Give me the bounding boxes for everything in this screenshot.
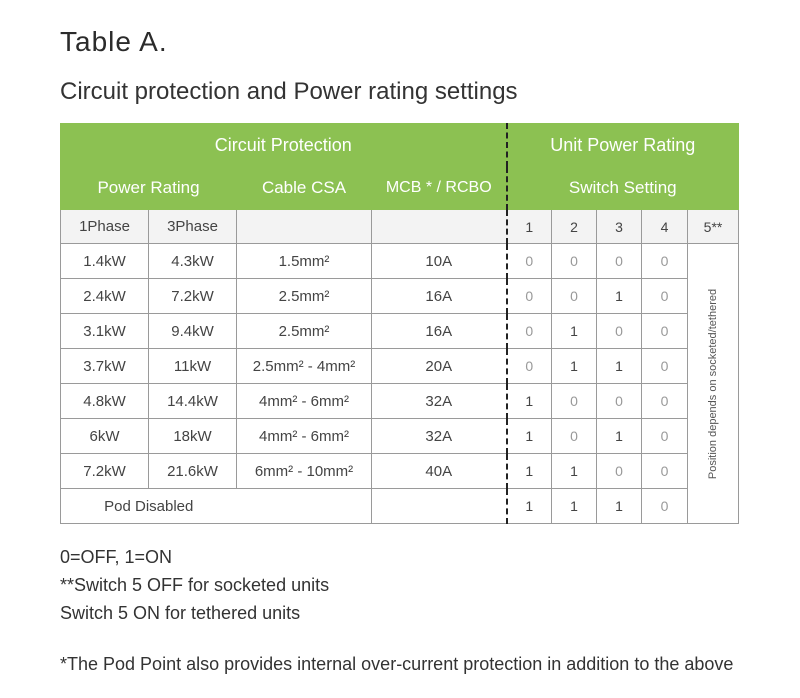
table-row <box>61 384 739 419</box>
cell-mcb: 40A <box>372 454 507 489</box>
subheader-switch-3: 3 <box>597 210 642 244</box>
cell-3phase: 7.2kW <box>149 279 237 314</box>
cell-3phase: 9.4kW <box>149 314 237 349</box>
cell-1phase: 3.1kW <box>61 314 149 349</box>
cell-switch-1: 1 <box>507 489 552 524</box>
cell-1phase: 1.4kW <box>61 244 149 279</box>
cell-cable: 4mm² - 6mm² <box>237 419 372 454</box>
header-unit-power-rating: Unit Power Rating <box>507 124 739 167</box>
cell-switch-1: 0 <box>507 279 552 314</box>
table-subtitle: Circuit protection and Power rating settings <box>60 78 518 105</box>
legend-notes <box>60 543 329 627</box>
cell-switch-3: 1 <box>597 279 642 314</box>
cell-1phase: 2.4kW <box>61 279 149 314</box>
settings-table <box>60 123 739 524</box>
cell-switch-2: 0 <box>552 279 597 314</box>
cell-switch-3: 1 <box>597 489 642 524</box>
cell-switch-2: 0 <box>552 244 597 279</box>
cell-mcb: 20A <box>372 349 507 384</box>
table-row <box>61 279 739 314</box>
table-row <box>61 419 739 454</box>
subheader-blank-cable <box>237 210 372 244</box>
cell-cable: 4mm² - 6mm² <box>237 384 372 419</box>
subheader-1phase: 1Phase <box>61 210 149 244</box>
table-row-pod-disabled <box>61 489 739 524</box>
table-row <box>61 454 739 489</box>
cell-switch-3: 0 <box>597 384 642 419</box>
cell-switch-4: 0 <box>642 384 688 419</box>
cell-blank-mcb <box>372 489 507 524</box>
cell-cable: 2.5mm² - 4mm² <box>237 349 372 384</box>
table-row <box>61 314 739 349</box>
subheader-row <box>61 210 739 244</box>
cell-1phase: 4.8kW <box>61 384 149 419</box>
cell-switch-1: 1 <box>507 384 552 419</box>
cell-switch-2: 1 <box>552 454 597 489</box>
cell-switch-1: 1 <box>507 419 552 454</box>
note-line: Switch 5 ON for tethered units <box>60 603 301 623</box>
cell-mcb: 16A <box>372 314 507 349</box>
cell-cable: 1.5mm² <box>237 244 372 279</box>
cell-3phase: 21.6kW <box>149 454 237 489</box>
note-line: 0=OFF, 1=ON <box>60 547 173 567</box>
cell-cable: 2.5mm² <box>237 314 372 349</box>
switch5-note: Position depends on socketed/tethered <box>707 288 719 479</box>
header-switch-setting: Switch Setting <box>507 167 739 210</box>
table-row <box>61 349 739 384</box>
cell-switch-3: 0 <box>597 454 642 489</box>
cell-cable: 2.5mm² <box>237 279 372 314</box>
cell-switch-3: 1 <box>597 419 642 454</box>
cell-3phase: 4.3kW <box>149 244 237 279</box>
cell-3phase: 18kW <box>149 419 237 454</box>
cell-switch-4: 0 <box>642 454 688 489</box>
cell-switch-4: 0 <box>642 419 688 454</box>
cell-pod-disabled: Pod Disabled <box>61 489 237 524</box>
header-cable-csa: Cable CSA <box>237 167 372 210</box>
subheader-blank-mcb <box>372 210 507 244</box>
settings-table-container <box>60 123 738 520</box>
cell-switch-2: 0 <box>552 384 597 419</box>
subheader-switch-4: 4 <box>642 210 688 244</box>
footnote: *The Pod Point also provides internal over-current protection in addition to the above <box>60 654 734 674</box>
cell-mcb: 10A <box>372 244 507 279</box>
subheader-switch-5: 5** <box>688 210 739 244</box>
header-mcb-rcbo: MCB * / RCBO <box>372 167 507 210</box>
cell-switch-1: 0 <box>507 314 552 349</box>
cell-switch-4: 0 <box>642 314 688 349</box>
cell-blank-cable <box>237 489 372 524</box>
cell-1phase: 7.2kW <box>61 454 149 489</box>
table-row <box>61 244 739 279</box>
cell-switch-2: 1 <box>552 349 597 384</box>
cell-1phase: 3.7kW <box>61 349 149 384</box>
cell-switch-3: 0 <box>597 244 642 279</box>
table-title: Table A. <box>60 26 168 57</box>
cell-switch-1: 0 <box>507 349 552 384</box>
cell-mcb: 32A <box>372 419 507 454</box>
header-circuit-protection: Circuit Protection <box>61 124 507 167</box>
cell-cable: 6mm² - 10mm² <box>237 454 372 489</box>
subheader-3phase: 3Phase <box>149 210 237 244</box>
cell-switch-2: 0 <box>552 419 597 454</box>
cell-switch-4: 0 <box>642 244 688 279</box>
cell-switch-1: 0 <box>507 244 552 279</box>
cell-switch-3: 1 <box>597 349 642 384</box>
cell-3phase: 11kW <box>149 349 237 384</box>
subheader-switch-1: 1 <box>507 210 552 244</box>
header-power-rating: Power Rating <box>61 167 237 210</box>
cell-switch-4: 0 <box>642 489 688 524</box>
cell-switch-4: 0 <box>642 349 688 384</box>
cell-switch-2: 1 <box>552 489 597 524</box>
switch5-note-cell <box>688 244 739 524</box>
cell-switch-4: 0 <box>642 279 688 314</box>
note-line: **Switch 5 OFF for socketed units <box>60 575 330 595</box>
cell-switch-3: 0 <box>597 314 642 349</box>
cell-mcb: 32A <box>372 384 507 419</box>
subheader-switch-2: 2 <box>552 210 597 244</box>
cell-mcb: 16A <box>372 279 507 314</box>
cell-1phase: 6kW <box>61 419 149 454</box>
cell-switch-1: 1 <box>507 454 552 489</box>
cell-switch-2: 1 <box>552 314 597 349</box>
cell-3phase: 14.4kW <box>149 384 237 419</box>
